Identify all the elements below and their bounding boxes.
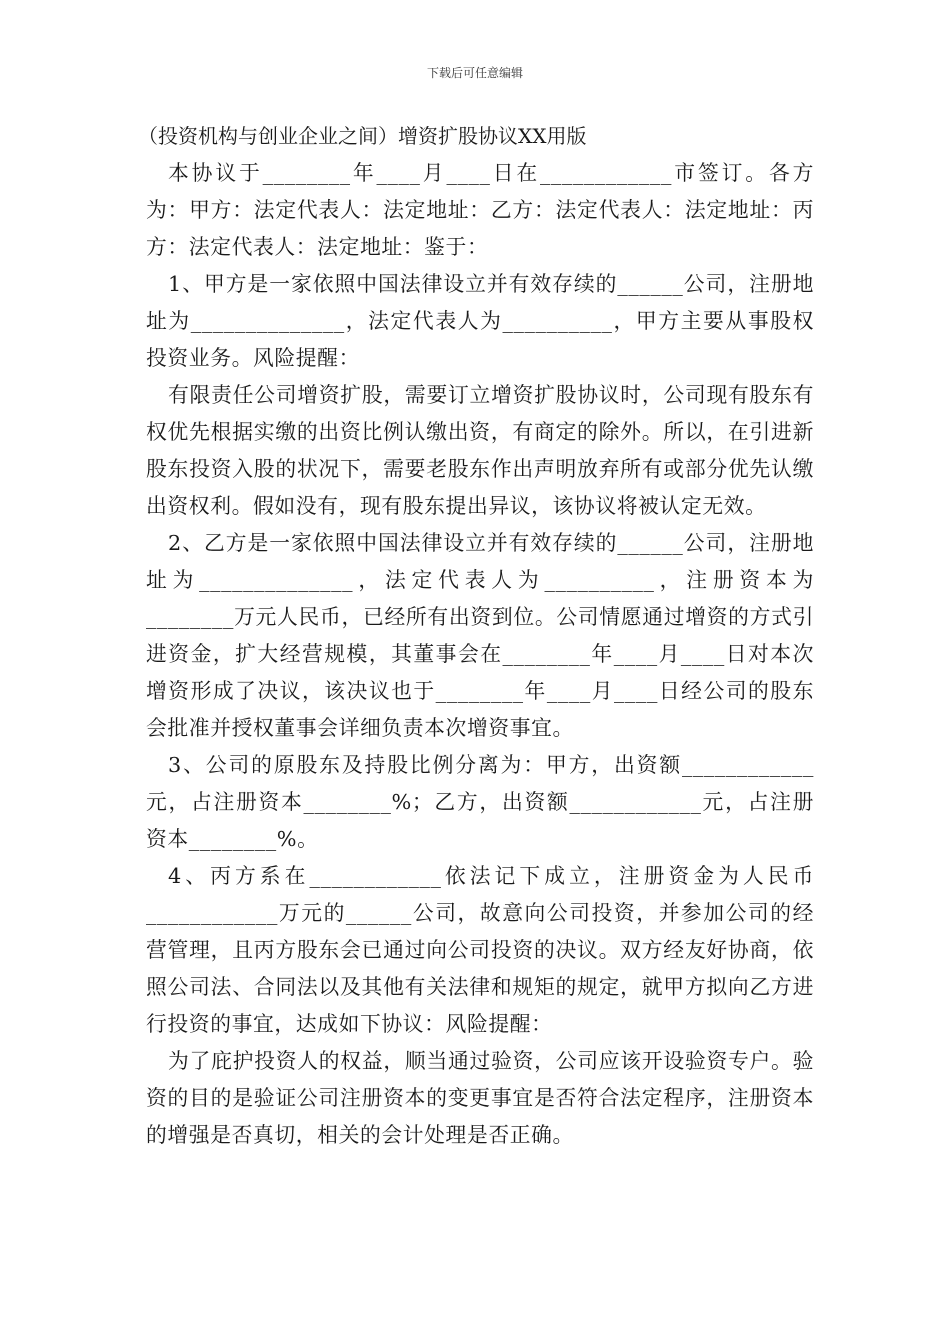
paragraph-risk-note-1: 有限责任公司增资扩股，需要订立增资扩股协议时，公司现有股东有权优先根据实缴的出资比例认缴出资，有商定的除外。所以，在引进新股东投资入股的状况下，需要老股东作出声明放弃所有或部分优先认缴出资权利。假如没有，现有股东提出异议，该协议将被认定无效。: [146, 383, 814, 518]
paragraph-preamble: 本协议于________年____月____日在____________市签订。各方为：甲方：法定代表人：法定地址：乙方：法定代表人：法定地址：丙方：法定代表人：法定地址：鉴于：: [146, 161, 814, 259]
paragraph-clause-4: 4、丙方系在____________依法记下成立，注册资金为人民币____________万元的______公司，故意向公司投资，并参加公司的经营管理，且丙方股东会已通过向公司投资的决议。双方经友好协商，依照公司法、合同法以及其他有关法律和规矩的规定，就甲方拟向乙方进行投资的事宜，达成如下协议：风险提醒：: [146, 864, 814, 1036]
paragraph-clause-1: 1、甲方是一家依照中国法律设立并有效存续的______公司，注册地址为______________，法定代表人为__________，甲方主要从事股权投资业务。风险提醒：: [146, 272, 814, 370]
document-body: [138, 118, 814, 1154]
document-title: （投资机构与创业企业之间）增资扩股协议XX用版: [138, 124, 587, 148]
paragraph-clause-3: 3、公司的原股东及持股比例分离为：甲方，出资额____________元，占注册资本________%；乙方，出资额____________元，占注册资本________%。: [146, 753, 814, 851]
paragraph-clause-2: 2、乙方是一家依照中国法律设立并有效存续的______公司，注册地址为______________，法定代表人为__________，注册资本为________万元人民币，已经所有出资到位。公司情愿通过增资的方式引进资金，扩大经营规模，其董事会在________年____月____日对本次增资形成了决议，该决议也于________年____月____日经公司的股东会批准并授权董事会详细负责本次增资事宜。: [146, 531, 814, 740]
page-header: 下载后可任意编辑: [426, 66, 523, 80]
paragraph-risk-note-2: 为了庇护投资人的权益，顺当通过验资，公司应该开设验资专户。验资的目的是验证公司注册资本的变更事宜是否符合法定程序，注册资本的增强是否真切，相关的会计处理是否正确。: [146, 1049, 814, 1147]
